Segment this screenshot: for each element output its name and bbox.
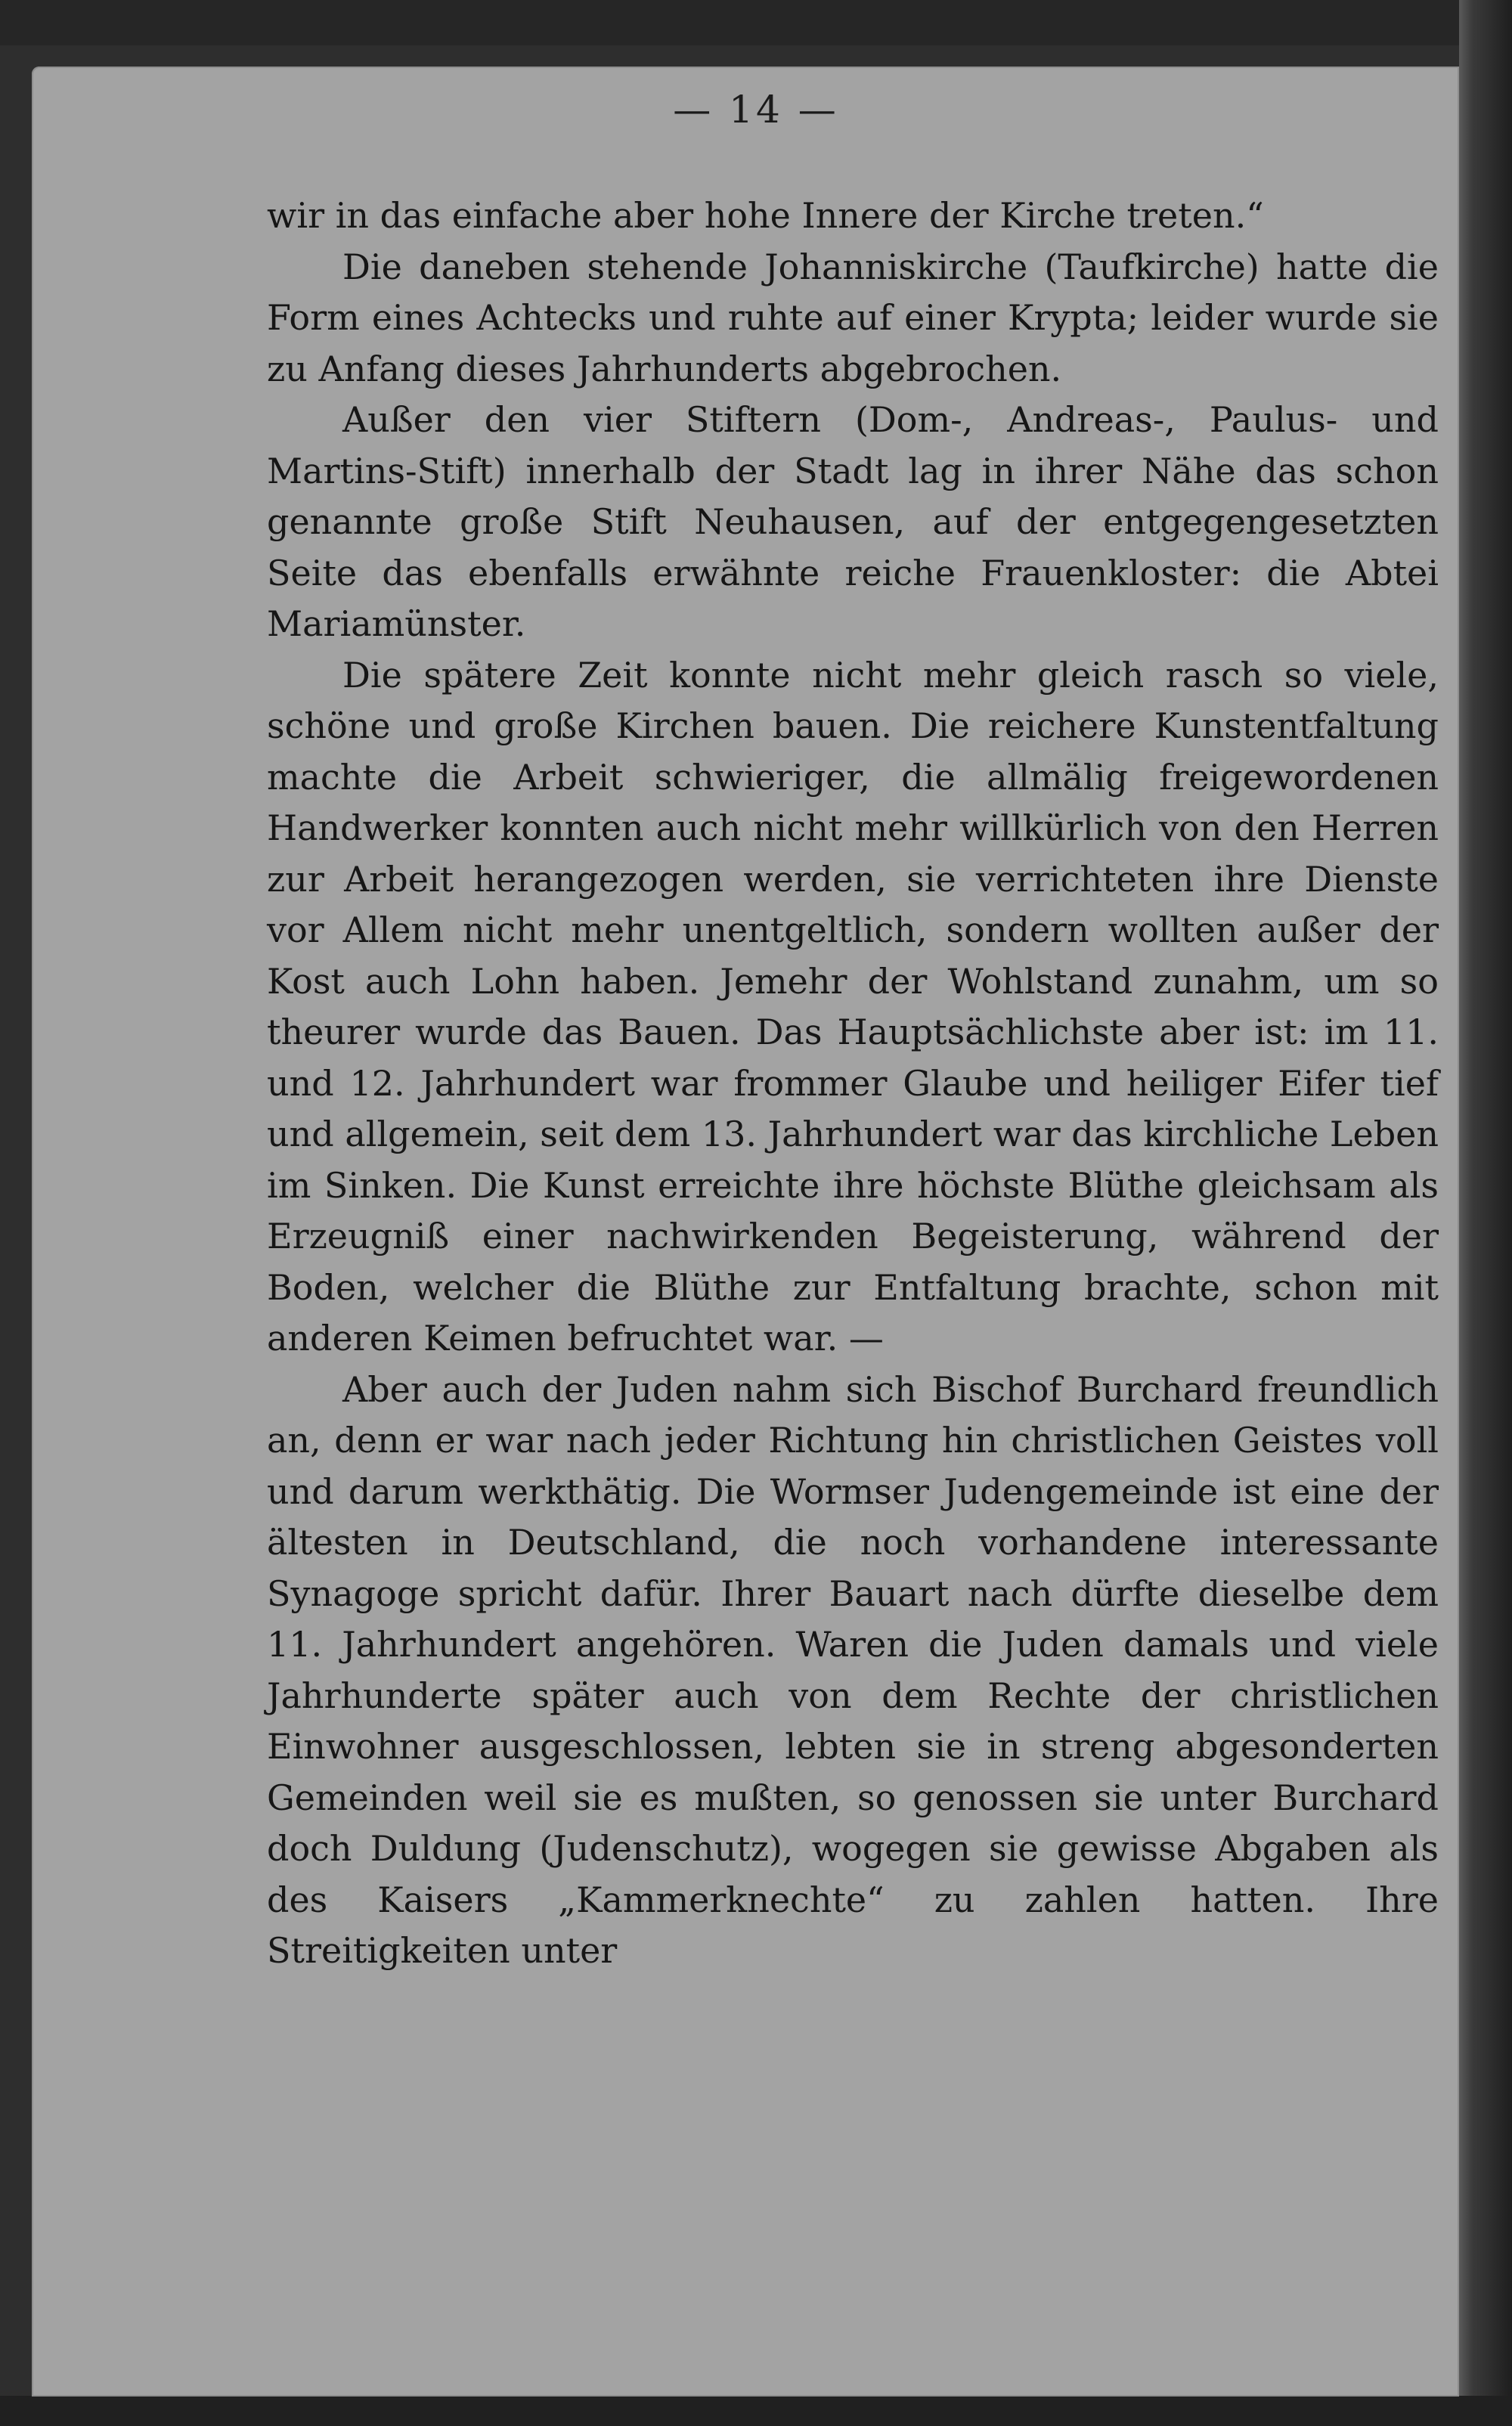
paragraph-3: Außer den vier Stiftern (Dom-, Andreas-, Paulus- und Martins-Stift) innerhalb der Stadt lag in ihrer Nähe das schon genannte große Stift Neuhausen, auf der entgegengesetzten Seite das ebenfalls erwähnte reiche Frauenkloster: die Abtei Mariamünster.: [267, 399, 1439, 644]
scan-border-right: [1459, 0, 1512, 2426]
scan-border-top: [0, 0, 1512, 45]
scan-border-bottom: [0, 2396, 1512, 2426]
page-number: — 14 —: [673, 88, 839, 132]
body-text: [267, 191, 1439, 1977]
paragraph-2: Die daneben stehende Johanniskirche (Taufkirche) hatte die Form eines Achtecks und ruhte auf einer Krypta; leider wurde sie zu Anfang dieses Jahrhunderts abgebrochen.: [267, 246, 1439, 389]
paragraph-1: wir in das einfache aber hohe Innere der Kirche treten.“: [267, 195, 1264, 236]
book-page: [32, 67, 1459, 2397]
paragraph-4: Die spätere Zeit konnte nicht mehr gleich rasch so viele, schöne und große Kirchen bauen. Die reichere Kunstentfaltung machte die Arbeit schwieriger, die allmälig freigewordenen Handwerker konnten auch nicht mehr willkürlich von den Herren zur Arbeit herangezogen werden, sie verrichteten ihre Dienste vor Allem nicht mehr unentgeltlich, sondern wollten außer der Kost auch Lohn haben. Jemehr der Wohlstand zunahm, um so theurer wurde das Bauen. Das Hauptsächlichste aber ist: im 11. und 12. Jahrhundert war frommer Glaube und heiliger Eifer tief und allgemein, seit dem 13. Jahrhundert war das kirchliche Leben im Sinken. Die Kunst erreichte ihre höchste Blüthe gleichsam als Erzeugniß einer nachwirkenden Begeisterung, während der Boden, welcher die Blüthe zur Entfaltung brachte, schon mit anderen Keimen befruchtet war. —: [267, 654, 1439, 1359]
paragraph-5: Aber auch der Juden nahm sich Bischof Burchard freundlich an, denn er war nach jeder Richtung hin christlichen Geistes voll und darum werkthätig. Die Wormser Judengemeinde ist eine der ältesten in Deutschland, die noch vorhandene interessante Synagoge spricht dafür. Ihrer Bauart nach dürfte dieselbe dem 11. Jahrhundert angehören. Waren die Juden damals und viele Jahrhunderte später auch von dem Rechte der christlichen Einwohner ausgeschlossen, lebten sie in streng abgesonderten Gemeinden weil sie es mußten, so genossen sie unter Burchard doch Duldung (Judenschutz), wogegen sie gewisse Abgaben als des Kaisers „Kammerknechte“ zu zahlen hatten. Ihre Streitigkeiten unter: [267, 1368, 1439, 1971]
